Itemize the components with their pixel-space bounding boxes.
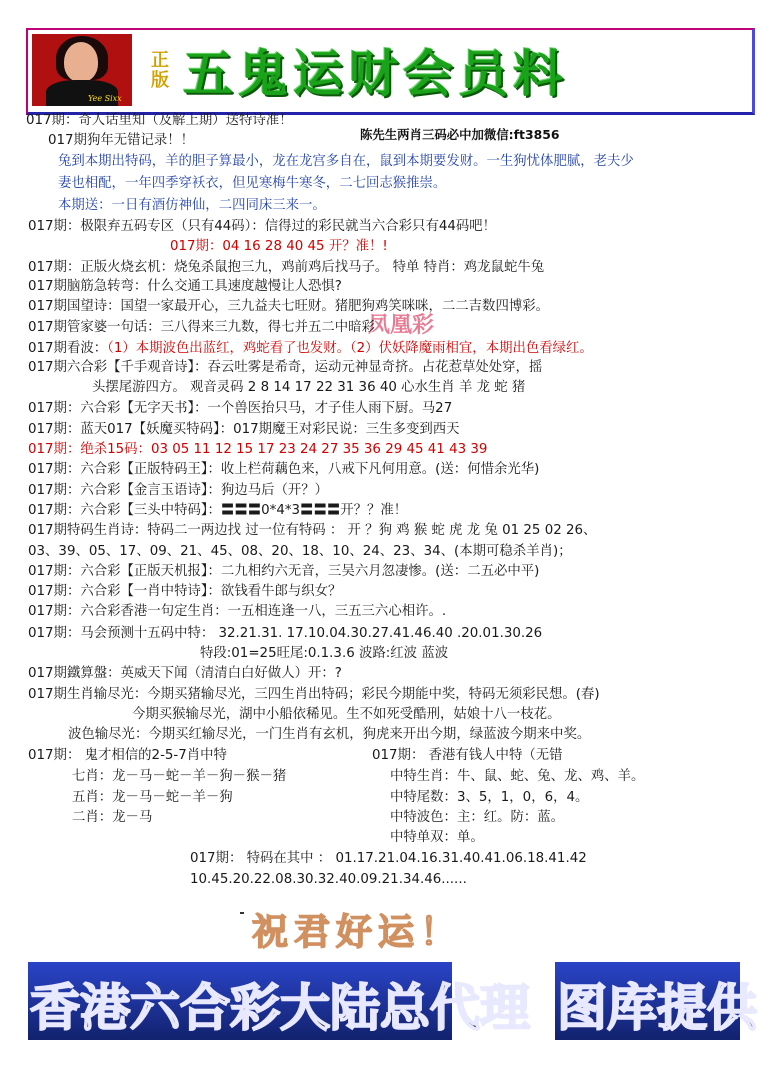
line-33-right: 中特生肖：牛、鼠、蛇、兔、龙、鸡、羊。 (390, 769, 645, 784)
line-23: 017期：六合彩【正版天机报】：二九相约六无音，三吴六月忽凄惨。(送：二五必中平) (28, 564, 540, 579)
portrait-photo (32, 34, 132, 106)
line-27: 特段:01=25旺尾:0.1.3.6 波路:红波 蓝波 (200, 646, 449, 661)
line-2: 017期狗年无错记录！！ (48, 133, 195, 148)
page-title: 五鬼运财会员料 (183, 45, 568, 103)
line-15: 017期：六合彩【无字天书】：一个兽医抬只马，才子佳人雨下厨。马27 (28, 401, 453, 416)
line-37: 017期： 特码在其中 ： 01.17.21.04.16.31.40.41.06.18.41.42 (190, 851, 587, 866)
line-11: 017期管家婆一句话：三八得来三九数，得七并五二中暗彩 (28, 320, 375, 335)
edition-label: 正版 (148, 50, 169, 90)
line-32-right: 017期： 香港有钱人中特（无错 (372, 748, 563, 763)
line-20: 017期：六合彩【三头中特码】：〓〓〓0*4*3〓〓〓开？？准！ (28, 503, 408, 518)
contact-text: 陈先生两肖三码必中加微信:ft3856 (360, 127, 560, 142)
portrait-face (64, 42, 98, 82)
line-6: 017期：极限弃五码专区（只有44码）：信得过的彩民就当六合彩只有44码吧！ (28, 219, 497, 234)
line-18: 017期：六合彩【正版特码王】：收上栏荷藕色来，八戒下凡何用意。(送：何惜余光华) (28, 462, 540, 477)
line-32: 017期： 鬼才相信的2-5-7肖中特 (28, 748, 227, 763)
line-29: 017期生肖输尽光：今期买猪输尽光，三四生肖出特码；彩民今期能中奖，特码无须彩民想。(春) (28, 687, 600, 702)
line-34-right: 中特尾数：3、5，1，0，6，4。 (390, 790, 589, 805)
footer-banner-right (555, 962, 757, 1040)
line-30: 今期买猴输尽光，湖中小船依稀见。生不如死受酷刑，姑娘十八一枝花。 (132, 707, 561, 722)
watermark: 凤凰彩 (368, 313, 435, 338)
header-banner (26, 28, 755, 115)
line-9: 017期脑筋急转弯：什么交通工具速度越慢让人恐惧? (28, 279, 342, 294)
line-38: 10.45.20.22.08.30.32.40.09.21.34.46...... (190, 872, 467, 887)
line-8: 017期：正版火烧玄机：烧兔杀鼠抱三九，鸡前鸡后找马子。 特单 特肖：鸡龙鼠蛇牛兔 (28, 260, 545, 275)
line-7: 017期：04 16 28 40 45 开？准！! (170, 239, 388, 254)
line-25: 017期：六合彩香港一句定生肖：一五相连逢一八，三五三六心相许。. (28, 604, 447, 619)
line-33: 七肖：龙－马－蛇－羊－狗－猴－猪 (72, 769, 287, 784)
line-3: 兔到本期出特码，羊的胆子算最小，龙在龙宫多自在，鼠到本期要发财。一生狗忧体肥腻，老夫少 (58, 154, 634, 169)
line-34: 五肖：龙－马－蛇－羊－狗 (72, 790, 233, 805)
footer-right-text: 图库提供 (557, 978, 757, 1037)
line-17: 017期：绝杀15码：03 05 11 12 15 17 23 24 27 35 36 29 45 41 43 39 (28, 442, 488, 457)
line-1: 017期：奇人话里知（及解上期）送特诗准！ (26, 113, 293, 128)
line-16: 017期：蓝天017【妖魔买特码】：017期魔王对彩民说：三生多变到西天 (28, 422, 460, 437)
line-36-right: 中特单双：单。 (390, 830, 484, 845)
line-10: 017期国望诗：国望一家最开心，三九益夫七旺财。猪肥狗鸡笑咪咪，二二吉数四博彩。 (28, 299, 550, 314)
line-35: 二肖：龙－马 (72, 810, 153, 825)
line-22: 03、39、05、17、09、21、45、08、20、18、10、24、23、34、(本期可稳杀羊肖)； (28, 544, 572, 559)
line-28: 017期鐵算盤：英威天下闻（清清白白好做人）开：? (28, 666, 342, 681)
line-12-text: （1）本期波色出蓝红，鸡蛇看了也发财。（2）伏妖降魔雨相宜，本期出色看绿红。 (107, 341, 593, 356)
line-14: 头摆尾游四方。 观音灵码 2 8 14 17 22 31 36 40 心水生肖 羊 龙 蛇 猪 (92, 380, 526, 395)
line-5: 本期送：一日有酒仿神仙，二四同床三来一。 (58, 198, 326, 213)
line-35-right: 中特波色：主：红。防：蓝。 (390, 810, 565, 825)
line-13: 017期六合彩【千手观音诗】：吞云吐雾是希奇，运动元神显奇挤。占花惹草处处穿，摇 (28, 360, 543, 375)
line-24: 017期：六合彩【一肖中特诗】：欲钱看牛郎与织女？ (28, 584, 342, 599)
slogan: 祝君好运！ (252, 912, 463, 953)
footer-banner-left (28, 962, 530, 1040)
portrait-caption: Yee Sixx (88, 94, 122, 103)
line-4: 妻也相配，一年四季穿袄衣，但见寒梅牛寒冬，二七回志猴推崇。 (58, 176, 447, 191)
stray-mark (240, 912, 244, 914)
line-31: 波色输尽光：今期买红输尽光，一门生肖有玄机，狗虎来开出今期，绿蓝波今期来中奖。 (68, 727, 591, 742)
line-12 (28, 340, 593, 358)
line-21: 017期特码生肖诗：特码二一两边找 过一位有特码 ： 开 ？狗 鸡 猴 蛇 虎 龙 兔 01 25 02 26、 (28, 523, 597, 538)
line-26: 017期：马会预测十五码中特： 32.21.31. 17.10.04.30.27.41.46.40 .20.01.30.26 (28, 626, 543, 641)
footer-left-text: 香港六合彩大陆总代理 (30, 978, 530, 1037)
line-19: 017期：六合彩【金言玉语诗】：狗边马后（开？） (28, 483, 329, 498)
line-12-prefix: 017期看波： (28, 341, 108, 356)
